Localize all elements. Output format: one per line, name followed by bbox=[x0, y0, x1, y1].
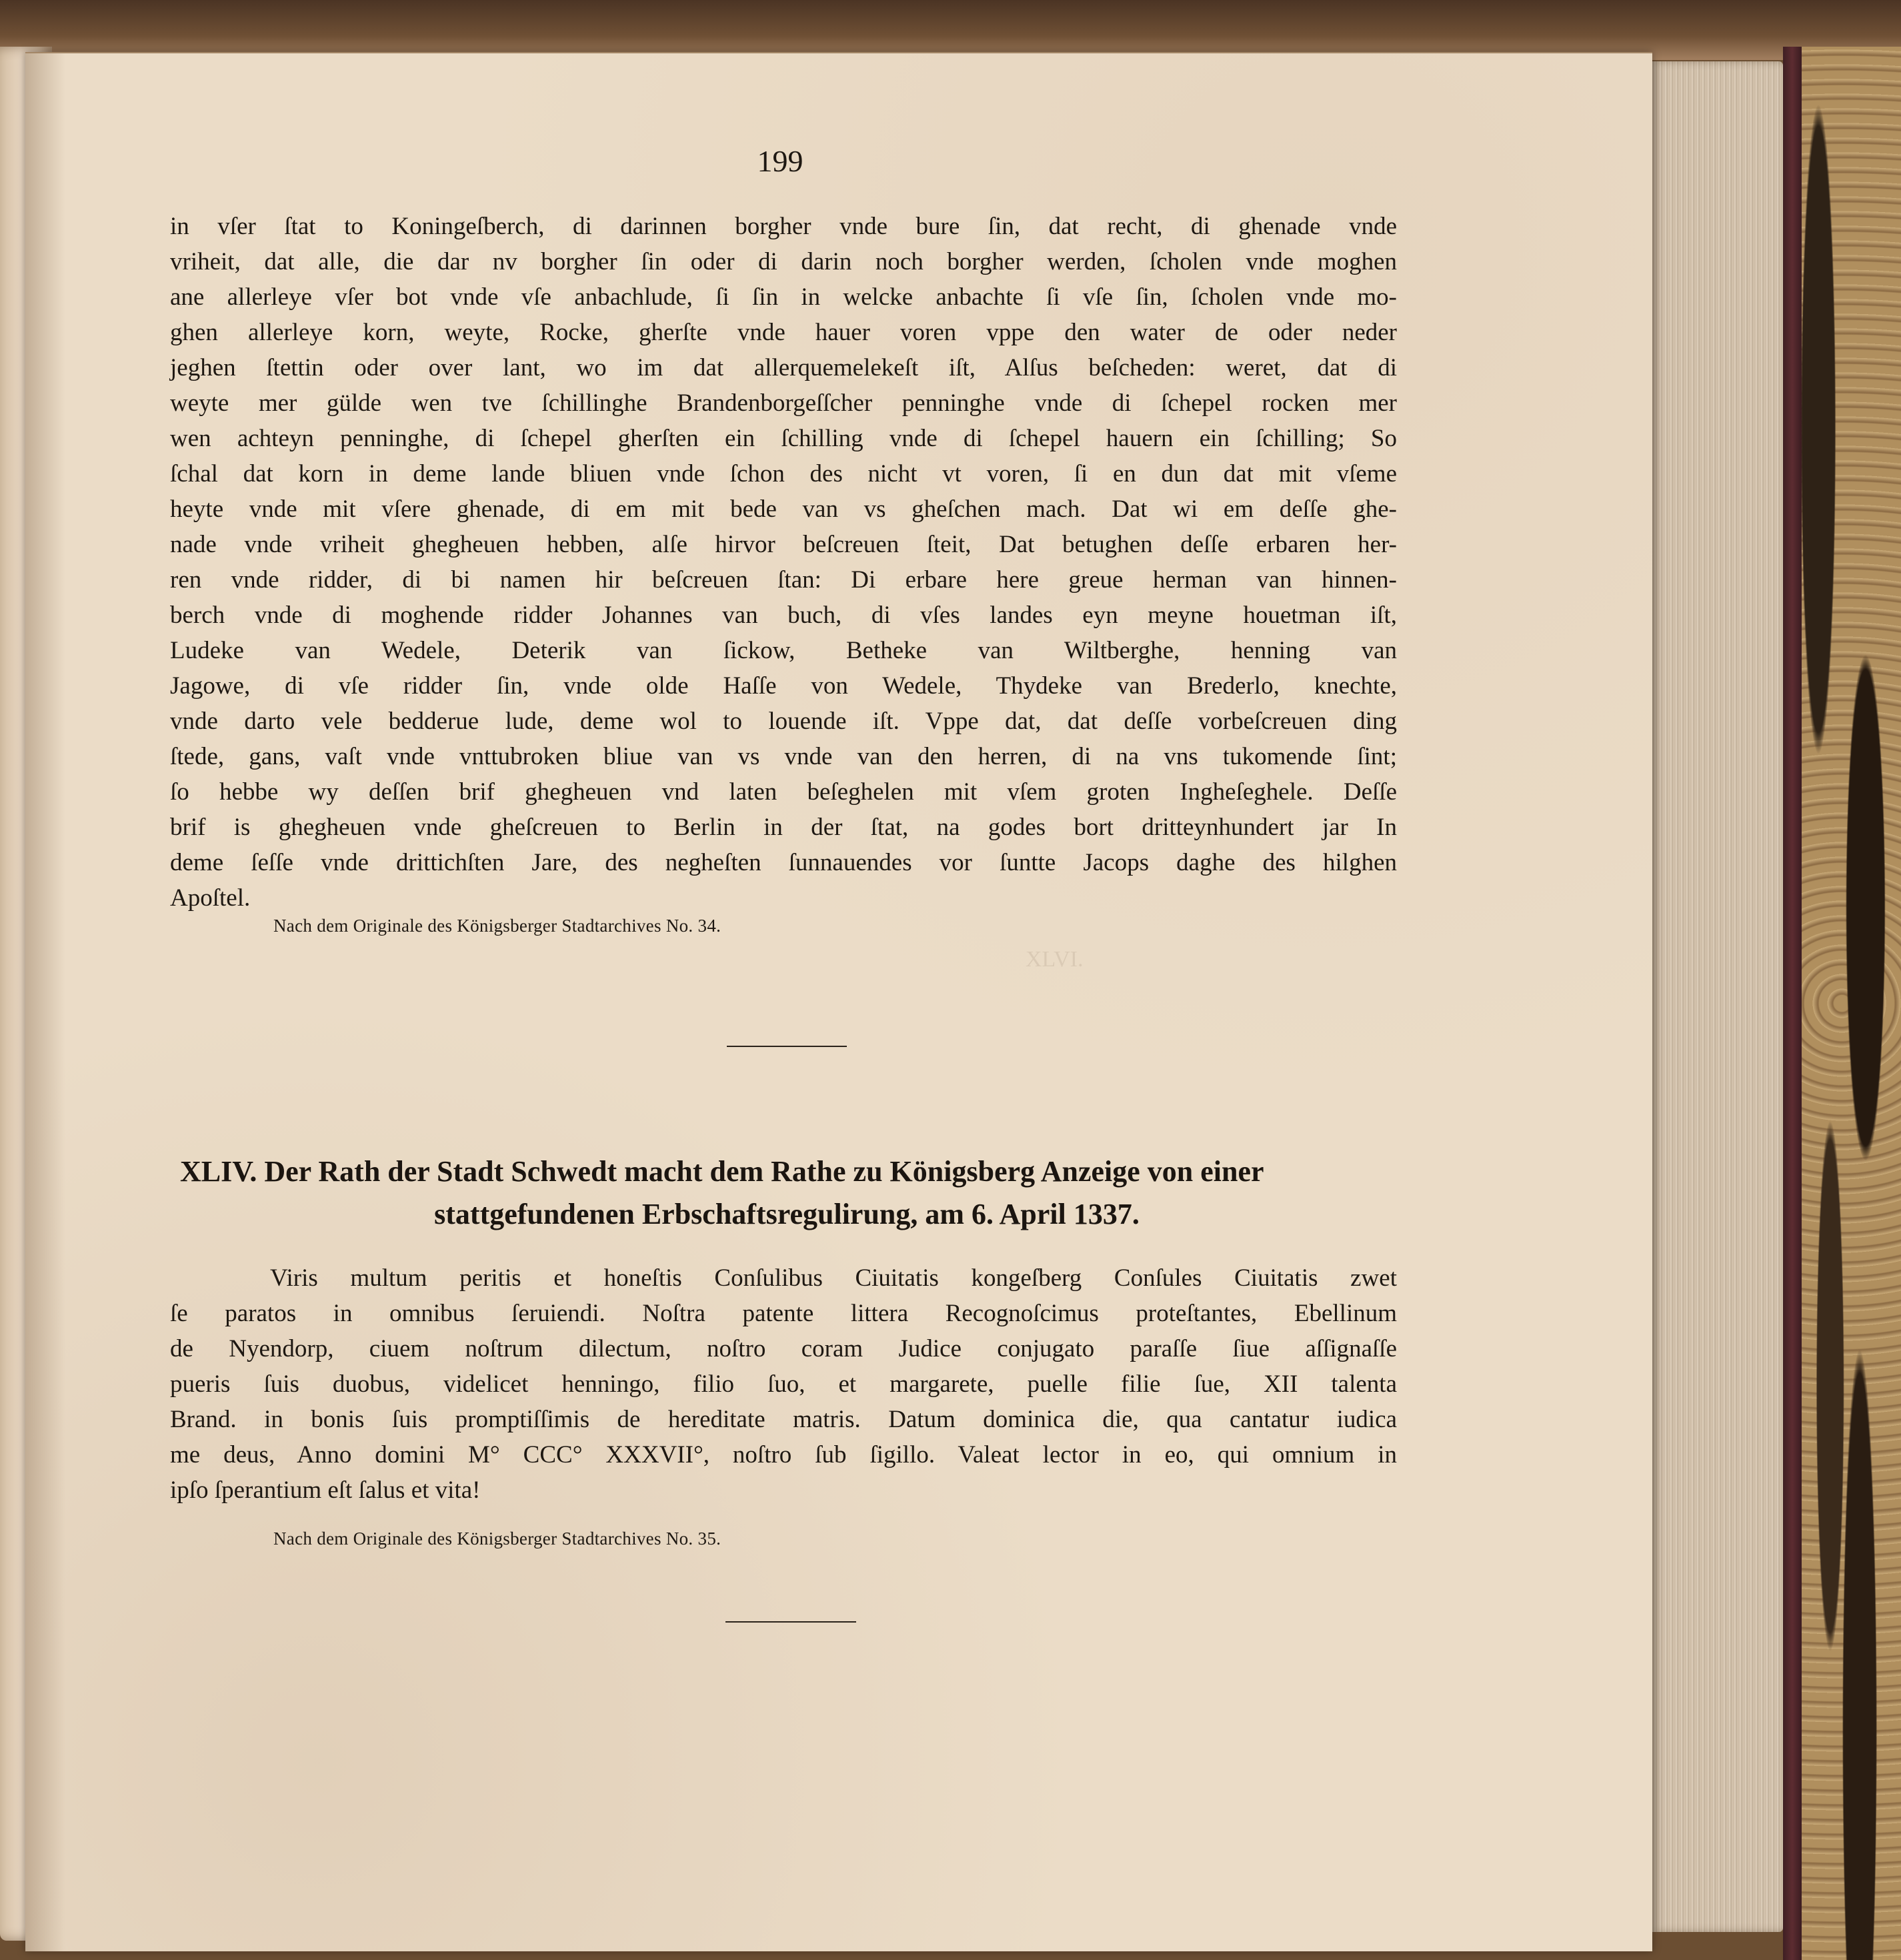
text-line: berch vnde di moghende ridder Johannes van buch, di vſes landes eyn meyne houetman iſt, bbox=[170, 602, 1397, 629]
text-line: brif is ghegheuen vnde gheſcreuen to Berlin in der ſtat, na godes bort dritteynhundert jar In bbox=[170, 814, 1397, 841]
text-line: pueris ſuis duobus, videlicet henningo, filio ſuo, et margarete, puelle filie ſue, XII talenta bbox=[170, 1370, 1397, 1398]
text-line: Apoſtel. bbox=[170, 884, 251, 912]
bleed-through-text: XLVI. bbox=[1026, 947, 1084, 972]
text-line: Ludeke van Wedele, Deterik van ſickow, Betheke van Wiltberghe, henning van bbox=[170, 637, 1397, 664]
paragraph bbox=[170, 209, 1397, 916]
paragraph bbox=[170, 1260, 1397, 1508]
text-line: vriheit, dat alle, die dar nv borgher ſin oder di darin noch borgher werden, ſcholen vnde moghen bbox=[170, 248, 1397, 275]
end-divider-rule bbox=[725, 1621, 856, 1623]
page-number: 199 bbox=[757, 144, 803, 178]
text-line: jeghen ſtettin oder over lant, wo im dat allerquemelekeſt iſt, Alſus beſcheden: weret, dat di bbox=[170, 354, 1397, 381]
document-heading bbox=[180, 1150, 1394, 1236]
text-line: ipſo ſperantium eſt ſalus et vita! bbox=[170, 1477, 481, 1504]
text-line: nade vnde vriheit ghegheuen hebben, alſe hirvor beſcreuen ſteit, Dat betughen deſſe erbaren her- bbox=[170, 531, 1397, 558]
text-line: ane allerleye vſer bot vnde vſe anbachlude, ſi ſin in welcke anbachte ſi vſe ſin, ſcholen vnde mo- bbox=[170, 283, 1397, 311]
text-line: ſe paratos in omnibus ſeruiendi. Noſtra patente littera Recognoſcimus proteſtantes, Ebellinum bbox=[170, 1300, 1397, 1327]
text-line: wen achteyn penninghe, di ſchepel gherſten ein ſchilling vnde di ſchepel hauern ein ſchilling; So bbox=[170, 425, 1397, 452]
text-line: de Nyendorp, ciuem noſtrum dilectum, noſtro coram Judice conjugato paraſſe ſiue aſſignaſſe bbox=[170, 1335, 1397, 1362]
charter-text-section-2 bbox=[170, 1260, 1397, 1508]
book-top-edge bbox=[0, 0, 1901, 60]
text-line: Jagowe, di vſe ridder ſin, vnde olde Haſſe von Wedele, Thydeke van Brederlo, knechte, bbox=[170, 672, 1397, 700]
section-divider-rule bbox=[727, 1046, 847, 1047]
text-line: deme ſeſſe vnde drittichſten Jare, des negheſten ſunnauendes vor ſuntte Jacops daghe des hilghen bbox=[170, 849, 1397, 876]
text-line: vnde darto vele bedderue lude, deme wol to louende iſt. Vppe dat, dat deſſe vorbeſcreuen ding bbox=[170, 708, 1397, 735]
text-line: Viris multum peritis et honeſtis Conſulibus Ciuitatis kongeſberg Conſules Ciuitatis zwet bbox=[270, 1264, 1397, 1292]
text-line: heyte vnde mit vſere ghenade, di em mit bede van vs gheſchen mach. Dat wi em deſſe ghe- bbox=[170, 496, 1397, 523]
text-line: in vſer ſtat to Koningeſberch, di darinnen borgher vnde bure ſin, dat recht, di ghenade vnde bbox=[170, 213, 1397, 240]
text-line: weyte mer gülde wen tve ſchillinghe Brandenborgeſſcher penninghe vnde di ſchepel rocken mer bbox=[170, 389, 1397, 417]
text-line: ren vnde ridder, di bi namen hir beſcreuen ſtan: Di erbare here greue herman van hinnen- bbox=[170, 566, 1397, 594]
text-line: ſchal dat korn in deme lande bliuen vnde ſchon des nicht vt voren, ſi en dun dat mit vſeme bbox=[170, 460, 1397, 487]
heading-line-1: XLIV. Der Rath der Stadt Schwedt macht dem Rathe zu Königsberg Anzeige von einer bbox=[180, 1155, 1264, 1188]
heading-line-2: stattgefundenen Erbschaftsregulirung, am 6. April 1337. bbox=[434, 1198, 1140, 1230]
charter-text-section-1 bbox=[170, 209, 1397, 916]
text-line: ſtede, gans, vaſt vnde vnttubroken bliue van vs vnde van den herren, di na vns tukomende ſint; bbox=[170, 743, 1397, 770]
page-stack-edges bbox=[1652, 61, 1783, 1932]
text-line: ghen allerleye korn, weyte, Rocke, gherſte vnde hauer voren vppe den water de oder neder bbox=[170, 319, 1397, 346]
text-line: Brand. in bonis ſuis promptiſſimis de hereditate matris. Datum dominica die, qua cantatur iudica bbox=[170, 1406, 1397, 1433]
source-note-2: Nach dem Originale des Königsberger Stadtarchives No. 35. bbox=[273, 1529, 721, 1549]
text-line: me deus, Anno domini M° CCC° XXXVII°, noſtro ſub ſigillo. Valeat lector in eo, qui omnium in bbox=[170, 1441, 1397, 1468]
source-note-1: Nach dem Originale des Königsberger Stadtarchives No. 34. bbox=[273, 916, 721, 936]
text-line: ſo hebbe wy deſſen brif ghegheuen vnd laten beſeghelen mit vſem groten Ingheſeghele. Deſſe bbox=[170, 778, 1397, 806]
cover-leather-edge bbox=[1783, 47, 1802, 1960]
